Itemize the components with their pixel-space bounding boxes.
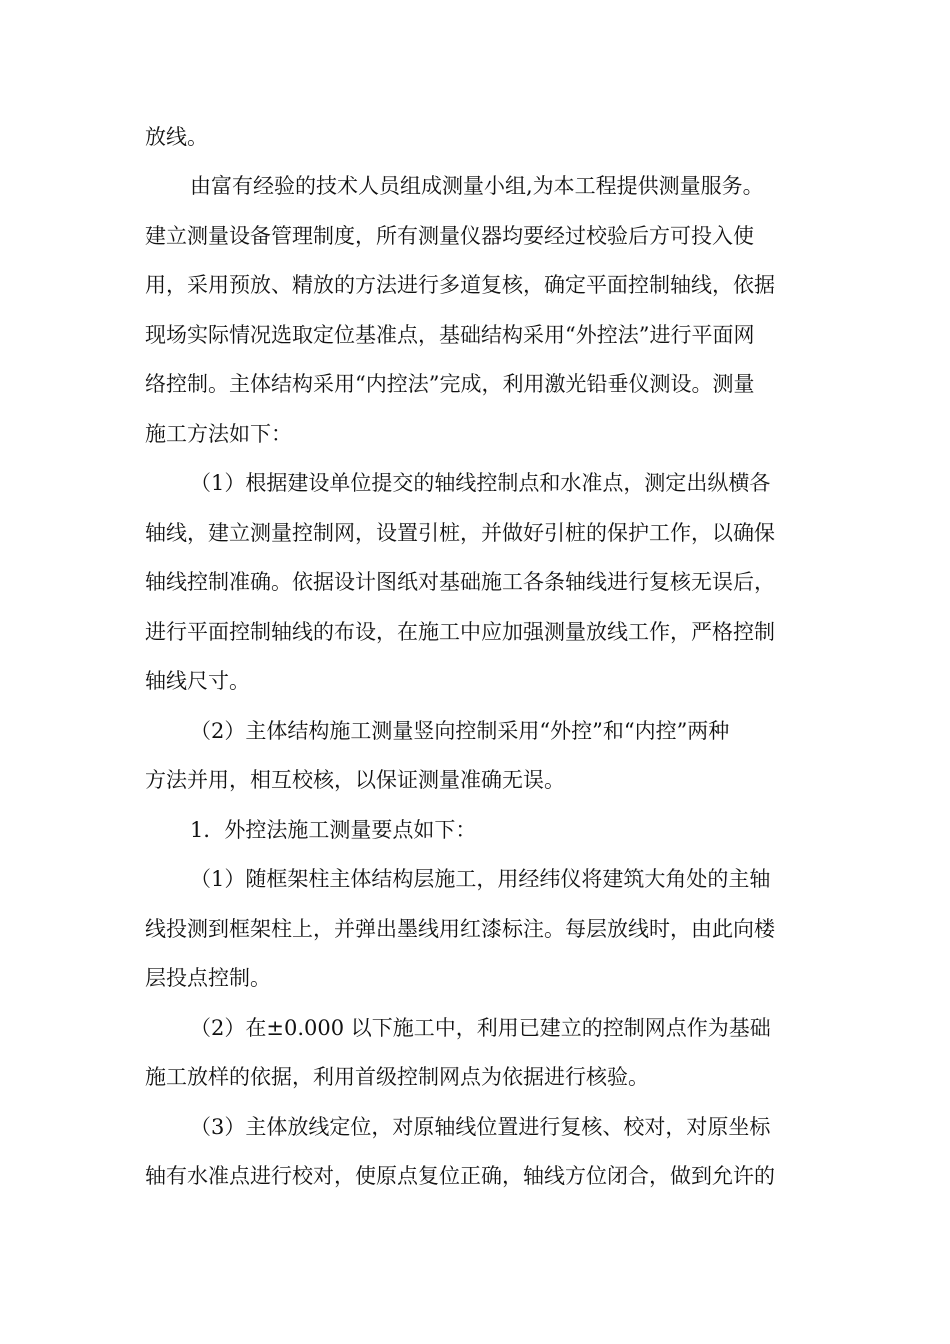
text-line: 线投测到框架柱上，并弹出墨线用红漆标注。每层放线时，由此向楼 (145, 917, 775, 941)
text-line: 施工放样的依据，利用首级控制网点为依据进行核验。 (145, 1065, 649, 1089)
text-line: 轴线控制准确。依据设计图纸对基础施工各条轴线进行复核无误后， (145, 570, 775, 594)
paragraph-first-line: （2）主体结构施工测量竖向控制采用“外控”和“内控”两种 (190, 719, 730, 743)
text-line: 用，采用预放、精放的方法进行多道复核，确定平面控制轴线，依据 (145, 273, 775, 297)
text-line: 层投点控制。 (145, 966, 271, 990)
paragraph-first-line: （2）在±0.000 以下施工中，利用已建立的控制网点作为基础 (190, 1016, 771, 1040)
text-line: 施工方法如下： (145, 422, 292, 446)
paragraph-first-line: 由富有经验的技术人员组成测量小组,为本工程提供测量服务。 (190, 174, 764, 198)
text-line: 络控制。主体结构采用“内控法”完成，利用激光铅垂仪测设。测量 (145, 372, 755, 396)
paragraph-first-line: （3）主体放线定位，对原轴线位置进行复核、校对，对原坐标 (190, 1115, 771, 1139)
paragraph-first-line: （1）根据建设单位提交的轴线控制点和水准点，测定出纵横各 (190, 471, 771, 495)
text-line: 现场实际情况选取定位基准点，基础结构采用“外控法”进行平面网 (145, 323, 755, 347)
text-line: 建立测量设备管理制度，所有测量仪器均要经过校验后方可投入使 (145, 224, 754, 248)
text-line: 轴线，建立测量控制网，设置引桩，并做好引桩的保护工作，以确保 (145, 521, 775, 545)
text-line: 轴有水准点进行校对，使原点复位正确，轴线方位闭合，做到允许的 (145, 1164, 775, 1188)
paragraph-first-line: （1）随框架柱主体结构层施工，用经纬仪将建筑大角处的主轴 (190, 867, 771, 891)
section-heading: 1．外控法施工测量要点如下： (190, 818, 477, 842)
text-line: 放线。 (145, 125, 208, 149)
text-line: 方法并用，相互校核，以保证测量准确无误。 (145, 768, 565, 792)
text-line: 轴线尺寸。 (145, 669, 250, 693)
text-line: 进行平面控制轴线的布设，在施工中应加强测量放线工作，严格控制 (145, 620, 775, 644)
